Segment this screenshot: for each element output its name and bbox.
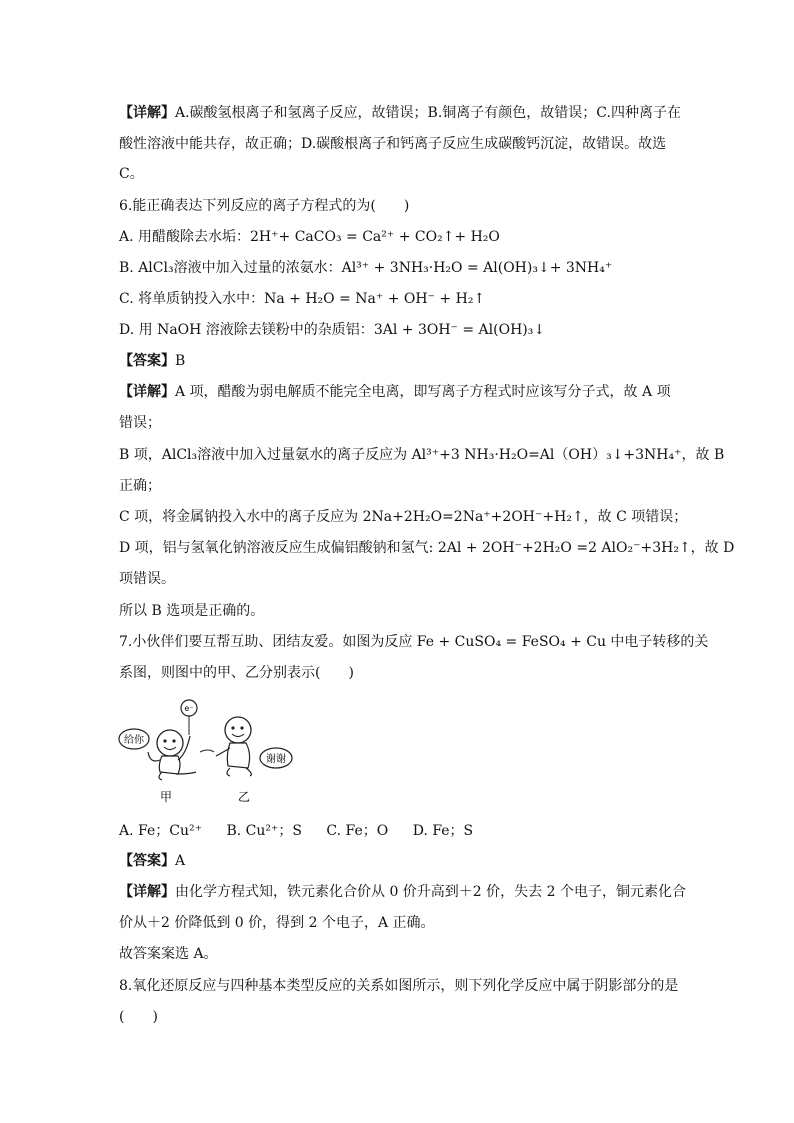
q8-stem-line-1: 8.氧化还原反应与四种基本类型反应的关系如图所示，则下列化学反应中属于阴影部分的是 xyxy=(119,978,679,994)
detail-label: 【详解】 xyxy=(119,884,175,900)
label-yi: 乙 xyxy=(237,790,251,804)
detail-text: A.碳酸氢根离子和氢离子反应，故错误；B.铜离子有颜色，故错误；C.四种离子在 xyxy=(175,105,681,121)
q7-detail-line-2: 价从＋2 价降低到 0 价，得到 2 个电子，A 正确。 xyxy=(119,915,435,931)
q6-detail-line-4: 正确； xyxy=(119,478,161,494)
detail-label: 【详解】 xyxy=(119,384,175,400)
q7-option-b: B. Cu²⁺；S xyxy=(226,823,302,839)
q6-detail-line-3: B 项，AlCl₃溶液中加入过量氨水的离子反应为 Al³⁺+3 NH₃·H₂O=Al（OH）₃↓+3NH₄⁺，故 B xyxy=(119,447,725,463)
electron-transfer-figure xyxy=(118,690,298,805)
option-b-prefix: B. AlCl₃溶液中加入过量的浓氨水： xyxy=(119,260,342,276)
option-c-prefix: C. 将单质钠投入水中： xyxy=(119,291,265,307)
q6-detail-line-6: D 项，铝与氢氧化钠溶液反应生成偏铝酸钠和氢气: 2Al + 2OH⁻+2H₂O =2 AlO₂⁻+3H₂↑，故 D xyxy=(119,540,735,556)
q6-option-b xyxy=(119,258,612,278)
q8-stem-line-2: ( ) xyxy=(119,1009,158,1025)
q7-options xyxy=(119,820,493,840)
detail-text: 由化学方程式知，铁元素化合价从 0 价升高到＋2 价，失去 2 个电子，铜元素化合 xyxy=(175,884,686,900)
q6-option-c xyxy=(119,289,485,309)
q7-stem-line-2: 系图，则图中的甲、乙分别表示( ) xyxy=(119,665,354,681)
q7-answer xyxy=(119,851,185,871)
electron-text: e⁻ xyxy=(184,704,194,713)
q6-detail-line-1 xyxy=(119,382,671,402)
q7-stem-line-1: 7.小伙伴们要互帮互助、团结友爱。如图为反应 Fe + CuSO₄ = FeSO₄ + Cu 中电子转移的关 xyxy=(119,634,709,650)
option-a-equation: 2H⁺+ CaCO₃ = Ca²⁺ + CO₂↑+ H₂O xyxy=(250,229,500,245)
q6-detail-line-2: 错误； xyxy=(119,415,161,431)
answer-label: 【答案】 xyxy=(119,353,175,369)
q6-answer xyxy=(119,351,185,371)
bubble-give-text: 给你 xyxy=(124,735,144,746)
q7-conclusion: 故答案案选 A。 xyxy=(119,946,218,962)
q6-option-a xyxy=(119,227,500,247)
q5-detail-line-3: C。 xyxy=(119,166,144,182)
motion-line xyxy=(200,750,214,752)
option-a-prefix: A. 用醋酸除去水垢： xyxy=(119,229,251,245)
label-jia: 甲 xyxy=(159,790,173,804)
bubble-thanks-text: 谢谢 xyxy=(266,754,286,765)
q6-stem: 6.能正确表达下列反应的离子方程式的为( ) xyxy=(119,198,410,214)
q7-option-d: D. Fe；S xyxy=(412,823,474,839)
q7-option-c: C. Fe；O xyxy=(326,823,389,839)
q7-option-a: A. Fe；Cu²⁺ xyxy=(119,823,202,839)
character-jia xyxy=(148,730,196,780)
answer-label: 【答案】 xyxy=(119,853,175,869)
q5-detail-line-2: 酸性溶液中能共存，故正确；D.碳酸根离子和钙离子反应生成碳酸钙沉淀，故错误。故选 xyxy=(119,136,667,152)
option-c-equation: Na + H₂O = Na⁺ + OH⁻ + H₂↑ xyxy=(264,291,486,307)
detail-label: 【详解】 xyxy=(119,105,175,121)
q7-detail-line-1 xyxy=(119,882,686,902)
answer-value: A xyxy=(175,853,186,869)
character-yi xyxy=(216,717,251,776)
detail-text: A 项，醋酸为弱电解质不能完全电离，即写离子方程式时应该写分子式，故 A 项 xyxy=(175,384,671,400)
cartoon-illustration xyxy=(118,690,298,805)
q6-option-d xyxy=(119,320,545,340)
option-b-equation: Al³⁺ + 3NH₃·H₂O = Al(OH)₃↓+ 3NH₄⁺ xyxy=(341,260,613,276)
answer-value: B xyxy=(175,353,186,369)
option-d-equation: 3Al + 3OH⁻ = Al(OH)₃↓ xyxy=(373,322,546,338)
q6-detail-line-5: C 项，将金属钠投入水中的离子反应为 2Na+2H₂O=2Na⁺+2OH⁻+H₂↑，故 C 项错误； xyxy=(119,509,688,525)
q6-conclusion: 所以 B 选项是正确的。 xyxy=(119,603,265,619)
option-d-prefix: D. 用 NaOH 溶液除去镁粉中的杂质铝： xyxy=(119,322,374,338)
q6-detail-line-7: 项错误。 xyxy=(119,571,175,587)
q5-detail-line-1 xyxy=(119,103,681,123)
